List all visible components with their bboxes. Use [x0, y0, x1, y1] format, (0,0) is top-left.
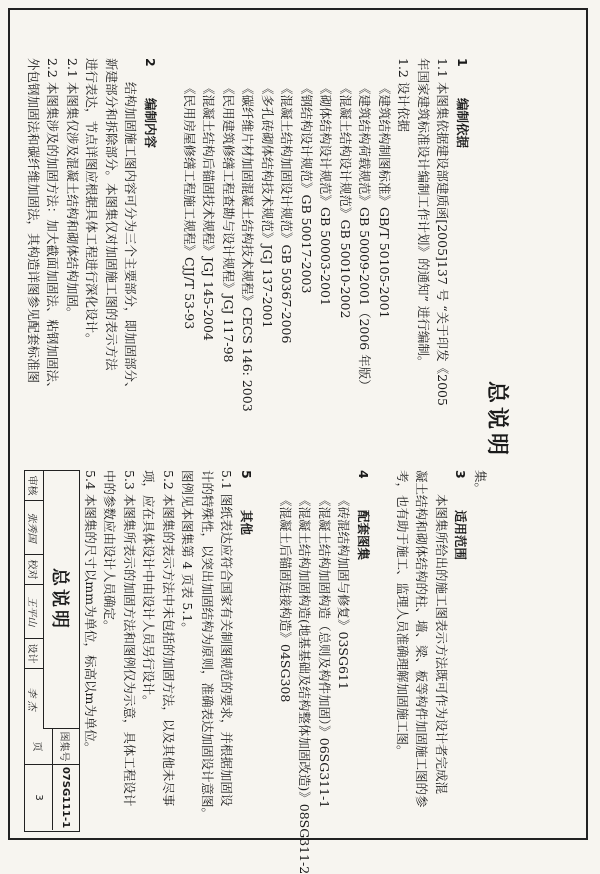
title-block [24, 470, 80, 832]
text-line: 1.2 设计依据 [396, 58, 412, 132]
text-line: 5.3 本图集所表示的加固方法和图例仅为示意，具体工程设计 [122, 470, 137, 807]
section-number: 1 [455, 58, 470, 67]
text-line: 2.2 本图集涉及的加固方法：加大截面加固法、粘钢加固法、 [45, 58, 61, 395]
text-line: 《砌体结构设计规范》GB 50003-2001 [318, 82, 334, 306]
text-line: 5.1 图纸表达应符合国家有关制图规范的要求，并根据加固设 [219, 470, 235, 807]
text-line: 《混凝土结构后锚固技术规程》JGJ 145-2004 [201, 82, 217, 341]
text-line: 《混凝土结构加固构造(地基基础及结构整体加固改造)》08SG311-2 [297, 494, 313, 874]
spacer-line [373, 470, 393, 830]
section-number: 4 [356, 470, 371, 479]
text-line: 考，也有助于施工、监理人员准确理解加固施工图。 [395, 470, 410, 758]
design-label: 设计 [25, 639, 43, 669]
text-line: 《砖混结构加固与修复》03SG611 [336, 494, 352, 690]
section-number: 3 [453, 470, 469, 479]
text-line: 《建筑结构制图标准》GB/T 50105-2001 [377, 82, 392, 319]
text-line: 进行表达，节点详图应根据具体工程进行深化设计。 [84, 58, 100, 346]
right-column [81, 470, 491, 874]
text-line: 《混凝土结构设计规范》GB 50010-2002 [338, 82, 353, 319]
text-line: 新建部分和拆除部分。本图集仅对加固施工图的表示方法 [104, 58, 119, 371]
text-line: 5.4 本图集的尺寸以mm为单位，标高以m为单位。 [83, 470, 98, 755]
left-column [24, 58, 473, 448]
text-line: 外包钢加固法和碳纤维加固法，其构造详图参见配套标准图 [26, 58, 41, 384]
text-line: 计的特殊性，以突出加固结构为原则，准确表达加固设计意图。 [200, 470, 215, 821]
section-heading [354, 470, 374, 830]
text-line: 凝土结构和砌体结构的柱、墙、梁、板等构件加固施工图的参 [414, 470, 430, 808]
text-line: 《混凝土后锚固连接构造》04SG308 [278, 494, 293, 703]
section-heading [237, 470, 257, 830]
page-label: 页 [25, 729, 52, 765]
section-number: 2 [143, 58, 158, 67]
atlas-number: 07SG111-1 [52, 765, 79, 830]
text-line: 项，应在具体设计中由设计人员另行设计。 [141, 470, 157, 708]
review-name: 张秀国 [25, 501, 43, 555]
spacer-line [160, 58, 180, 448]
page-title: 总说明 [484, 380, 509, 459]
text-line: 《钢结构设计规范》GB 50017-2003 [299, 82, 314, 294]
text-line: 结构加固施工图内容可分为三个主要部分，即加固部分、 [123, 82, 139, 395]
text-line: 本图集所给出的施工图表示方法既可作为设计者完成混 [434, 494, 449, 795]
text-line: 《建筑结构荷载规范》GB 50009-2001（2006 年版） [357, 82, 373, 392]
text-line: 1.1 本图集依据建设部建质函[2005]137 号 “关于印发《2005 [435, 58, 451, 406]
text-line: 《混凝土结构加固设计规范》GB 50367-2006 [279, 82, 295, 344]
title-block-signoff-row [25, 471, 43, 729]
text-line: 《民用房屋修缮工程施工规程》CJJ/T 53-93 [182, 82, 197, 330]
text-line: 《碳纤维片材加固混凝土结构技术规程》CECS 146: 2003 [240, 82, 256, 412]
section-title: 适用范围 [453, 510, 469, 561]
design-name: 李 杰 [26, 687, 38, 711]
check-name: 王平山 [25, 585, 43, 639]
section-title: 编制依据 [455, 98, 470, 149]
section-title: 其他 [239, 510, 254, 536]
spacer-line [256, 470, 276, 830]
text-line: 《多孔砖砌体结构技术规范》JGJ 137-2001 [260, 82, 275, 329]
text-line: 图例见本图集第 4 页表 5.1。 [180, 470, 196, 635]
check-label: 校对 [25, 555, 43, 585]
title-block-info [25, 729, 79, 830]
text-line: 5.2 本图集的表示方法中未包括的加固方法，以及其他未尽事 [161, 470, 176, 807]
section-heading [141, 58, 161, 448]
atlas-label: 图集号 [52, 729, 79, 765]
section-number: 5 [239, 470, 254, 479]
page-number: 3 [33, 794, 44, 801]
section-heading [451, 470, 471, 830]
text-line: 《民用建筑修缮工程查勘与设计规程》JGJ 117-98 [221, 82, 236, 363]
section-title: 配套图集 [356, 510, 371, 561]
section-heading [453, 58, 473, 448]
review-label: 审核 [25, 471, 43, 501]
text-line: 年国家建筑标准设计编制工作计划》的通知” 进行编制。 [416, 58, 431, 369]
section-title: 编制内容 [143, 98, 158, 149]
text-line: 2.1 本图集仅涉及混凝土结构和砌体结构加固。 [65, 58, 80, 320]
text-line: 《混凝土结构加固构造（总则及构件加固）》06SG311-1 [317, 494, 332, 809]
text-line: 集。 [473, 470, 488, 496]
text-line: 中的参数应由设计人员确定。 [102, 470, 118, 633]
title-block-name: 总说明 [43, 471, 79, 729]
